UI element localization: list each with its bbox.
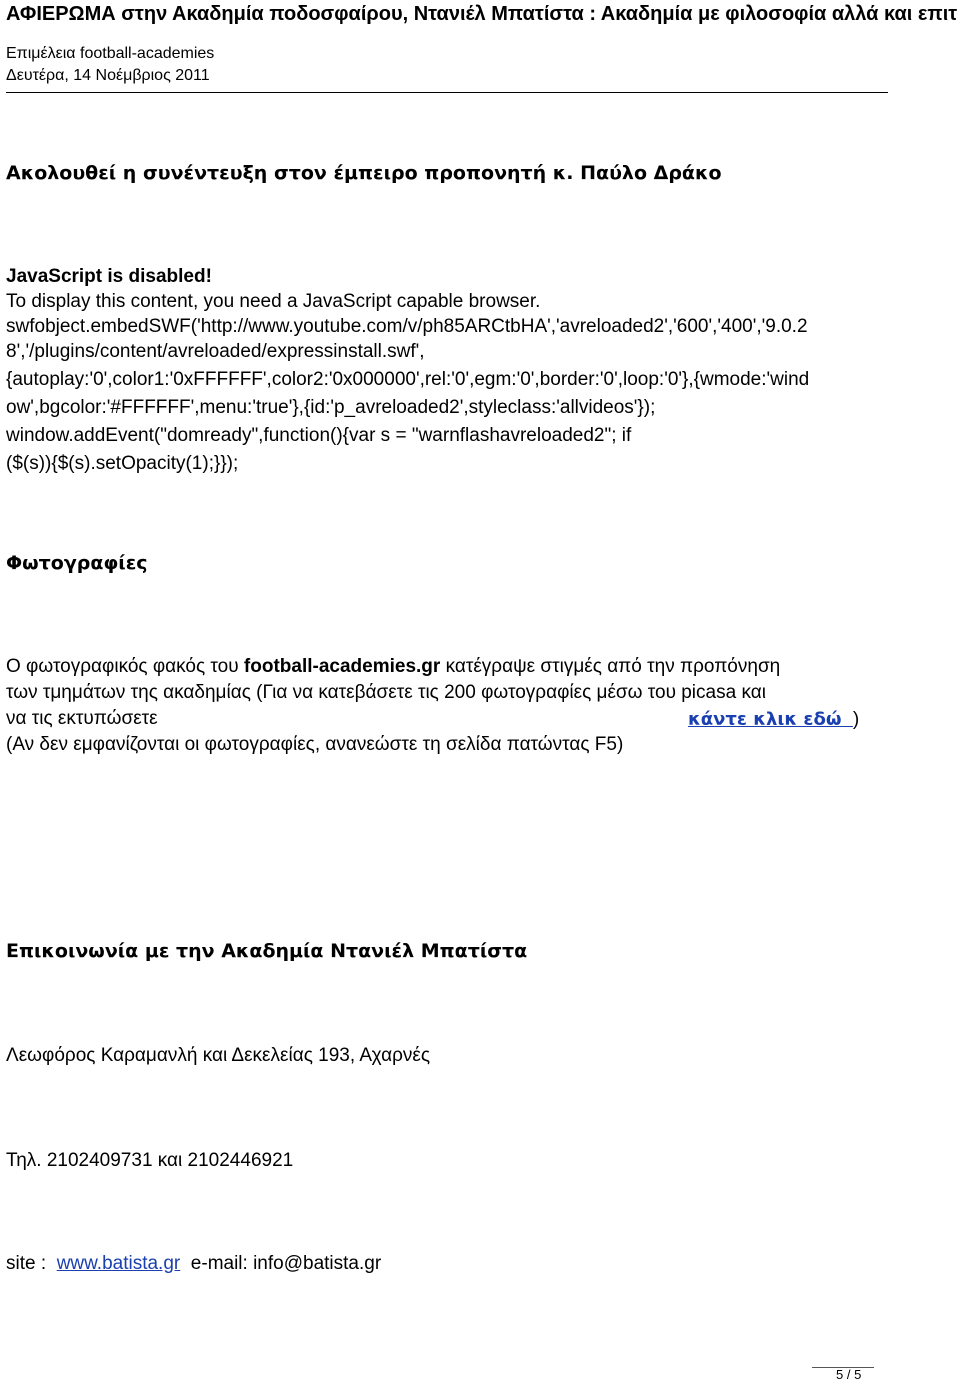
web-contact-line bbox=[6, 1252, 381, 1276]
page-number: 5 / 5 bbox=[836, 1367, 862, 1382]
javascript-disabled-notice: JavaScript is disabled! bbox=[6, 266, 212, 287]
author-line: Επιμέλεια football-academies bbox=[6, 45, 215, 62]
video-fallback-line: ow',bgcolor:'#FFFFFF',menu:'true'},{id:'p_avreloaded2',styleclass:'allvideos'}); bbox=[6, 397, 656, 418]
photos-link-line bbox=[688, 708, 859, 732]
download-photos-link[interactable]: κάντε κλικ εδώ bbox=[688, 709, 842, 730]
video-fallback-line: {autoplay:'0',color1:'0xFFFFFF',color2:'0x000000',rel:'0',egm:'0',border:'0',loop:'0'},{wmode:'wind bbox=[6, 369, 810, 390]
website-link[interactable]: www.batista.gr bbox=[56, 1253, 181, 1274]
header-divider bbox=[6, 92, 888, 93]
phone: Τηλ. 2102409731 και 2102446921 bbox=[6, 1150, 294, 1171]
video-fallback-line: 8','/plugins/content/avreloaded/expressinstall.swf', bbox=[6, 341, 425, 362]
photos-text: κατέγραψε στιγμές από την προπόνηση bbox=[440, 656, 781, 677]
site-name: football-academies.gr bbox=[243, 656, 441, 677]
interview-heading: Ακολουθεί η συνέντευξη στον έμπειρο προπονητή κ. Παύλο Δράκο bbox=[6, 162, 722, 184]
photos-paragraph-line: των τμημάτων της ακαδημίας (Για να κατεβάσετε τις 200 φωτογραφίες μέσω του picasa και bbox=[6, 682, 766, 703]
email: e-mail: info@batista.gr bbox=[190, 1253, 382, 1274]
photos-paragraph-line bbox=[6, 655, 780, 679]
video-fallback-line: ($(s)){$(s).setOpacity(1);}}); bbox=[6, 453, 239, 474]
photos-heading: Φωτογραφίες bbox=[6, 552, 148, 574]
photos-paragraph-line: να τις εκτυπώσετε bbox=[6, 708, 158, 729]
video-fallback-line: window.addEvent("domready",function(){var s = "warnflashavreloaded2"; if bbox=[6, 425, 632, 446]
video-fallback-line: To display this content, you need a JavaScript capable browser. bbox=[6, 291, 541, 312]
document-title: ΑΦΙΕΡΩΜΑ στην Ακαδημία ποδοσφαίρου, Ντανιέλ Μπατίστα : Ακαδημία με φιλοσοφία αλλά και επιτ bbox=[6, 3, 958, 25]
date-line: Δευτέρα, 14 Νοέμβριος 2011 bbox=[6, 67, 210, 84]
contact-heading: Επικοινωνία με την Ακαδημία Ντανιέλ Μπατίστα bbox=[6, 940, 528, 962]
site-label: site : bbox=[6, 1253, 47, 1274]
video-fallback-line: swfobject.embedSWF('http://www.youtube.com/v/ph85ARCtbHA','avreloaded2','600','400','9.0.2 bbox=[6, 316, 808, 337]
photos-refresh-note: (Αν δεν εμφανίζονται οι φωτογραφίες, ανανεώστε τη σελίδα πατώντας F5) bbox=[6, 734, 624, 755]
closing-paren: ) bbox=[852, 709, 860, 730]
photos-text: Ο φωτογραφικός φακός του bbox=[6, 656, 244, 677]
address: Λεωφόρος Καραμανλή και Δεκελείας 193, Αχαρνές bbox=[6, 1045, 431, 1066]
